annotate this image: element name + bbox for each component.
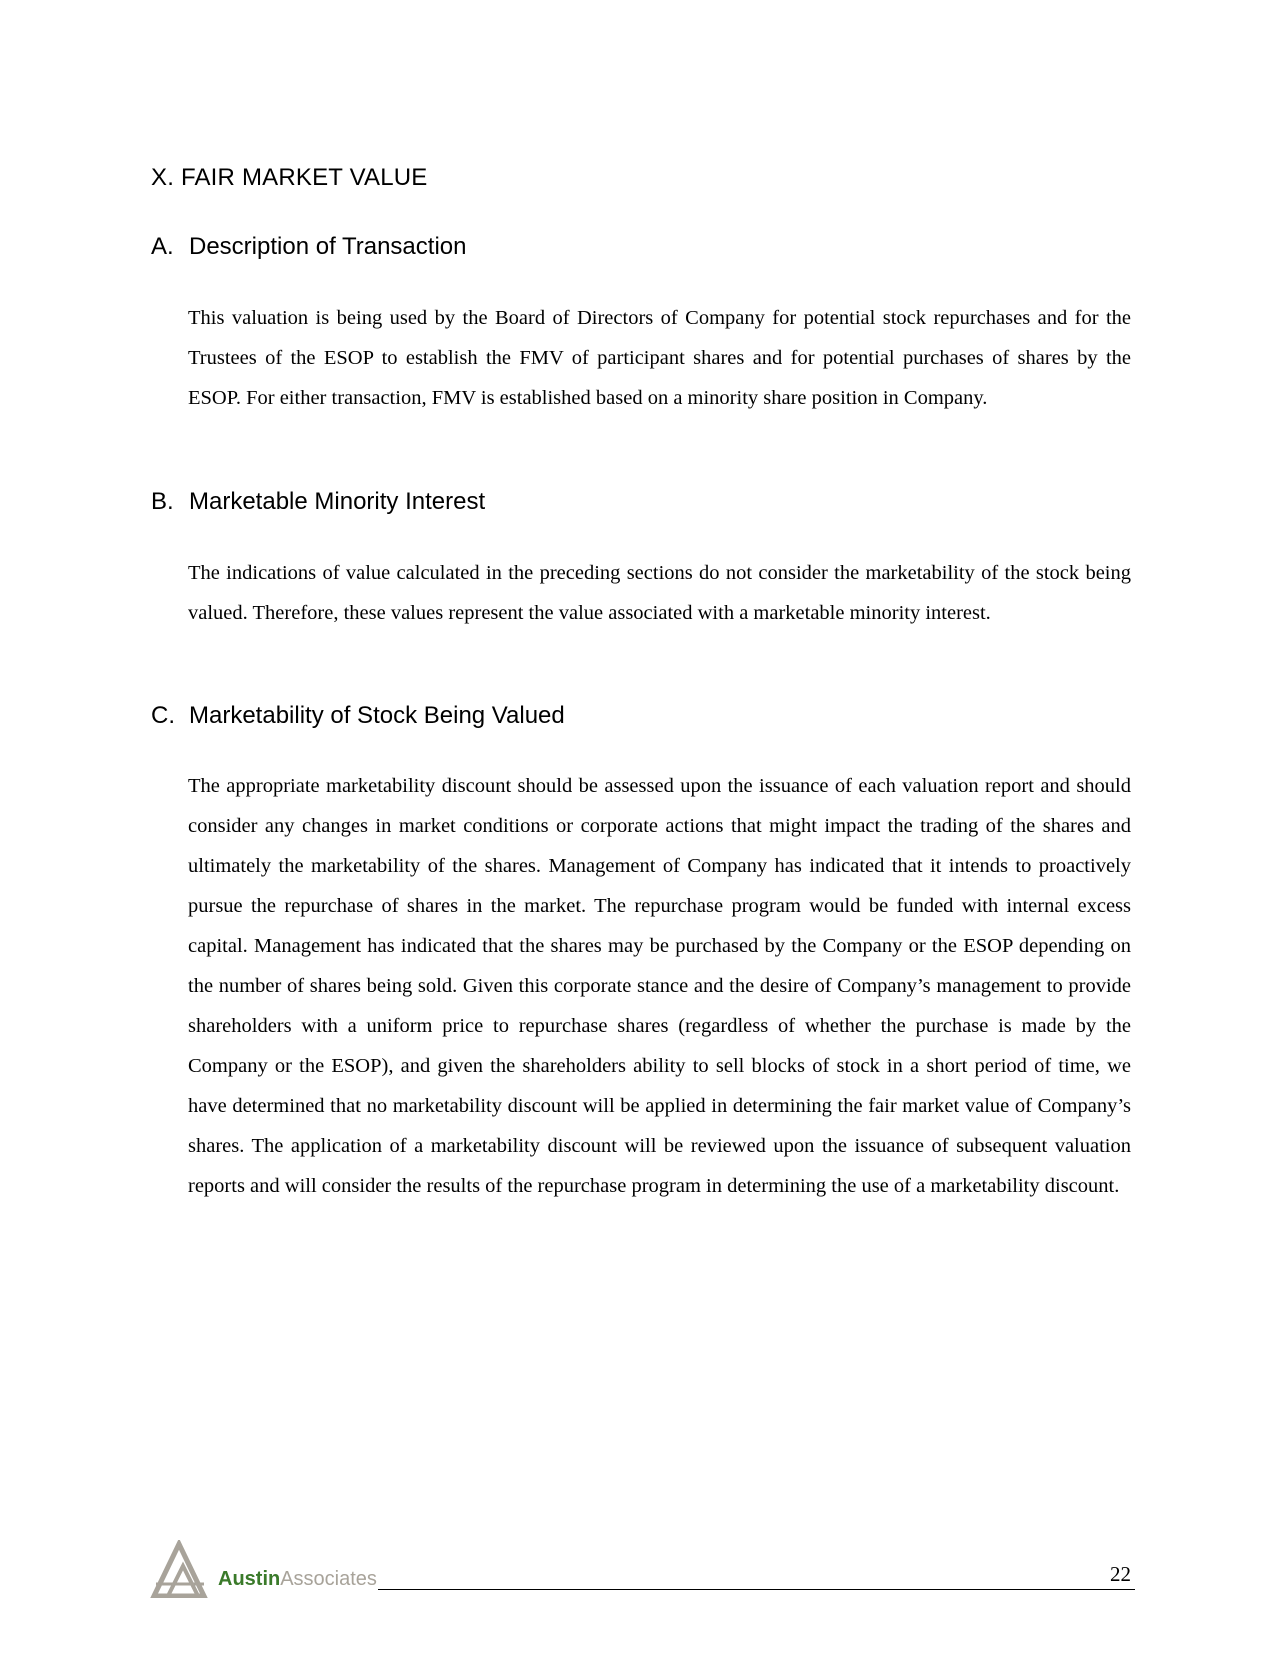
section-paragraph-marketability-of-stock: The appropriate marketability discount should be assessed upon the issuance of each valuation report and should consider any changes in market conditions or corporate actions that might impact the trading of the shares and ultimately the marketability of the shares. Management of Company has indicated that it intends to proactively pursue the repurchase of shares in the market. The repurchase program would be funded with internal excess capital. Management has indicated that the shares may be purchased by the Company or the ESOP depending on the number of shares being sold. Given this corporate stance and the desire of Company’s management to provide shareholders with a uniform price to repurchase shares (regardless of whether the purchase is made by the Company or the ESOP), and given the shareholders ability to sell blocks of stock in a short period of time, we have determined that no marketability discount will be applied in determining the fair market value of Company’s shares. The application of a marketability discount will be reviewed upon the issuance of subsequent valuation reports and will consider the results of the repurchase program in determining the use of a marketability discount. [188, 775, 1131, 1197]
section-title: Description of Transaction [189, 233, 467, 260]
section-title: Marketability of Stock Being Valued [189, 702, 565, 729]
section-title: Marketable Minority Interest [189, 488, 486, 515]
section-heading-marketable-minority-interest [151, 488, 485, 516]
section-letter: A. [151, 233, 174, 260]
page-footer [150, 1540, 1135, 1600]
triangle-logo-icon [150, 1540, 208, 1598]
section-heading-description-of-transaction [151, 233, 466, 261]
page-number: 22 [1110, 1562, 1131, 1586]
footer-rule [378, 1589, 1135, 1590]
section-letter: B. [151, 488, 174, 515]
company-logo-wordmark [218, 1568, 377, 1591]
logo-word-austin: Austin [218, 1568, 281, 1590]
section-heading-marketability-of-stock [151, 702, 565, 730]
page-title: X. FAIR MARKET VALUE [151, 164, 428, 191]
section-paragraph-marketable-minority-interest: The indications of value calculated in the preceding sections do not consider the marketability of the stock being valued. Therefore, these values represent the value associated with a marketable minority interest. [188, 562, 1131, 624]
section-paragraph-description-of-transaction: This valuation is being used by the Board of Directors of Company for potential stock repurchases and for the Trustees of the ESOP to establish the FMV of participant shares and for potential purchases of shares by the ESOP. For either transaction, FMV is established based on a minority share position in Company. [188, 307, 1131, 409]
logo-word-associates: Associates [280, 1568, 377, 1590]
section-letter: C. [151, 702, 175, 729]
